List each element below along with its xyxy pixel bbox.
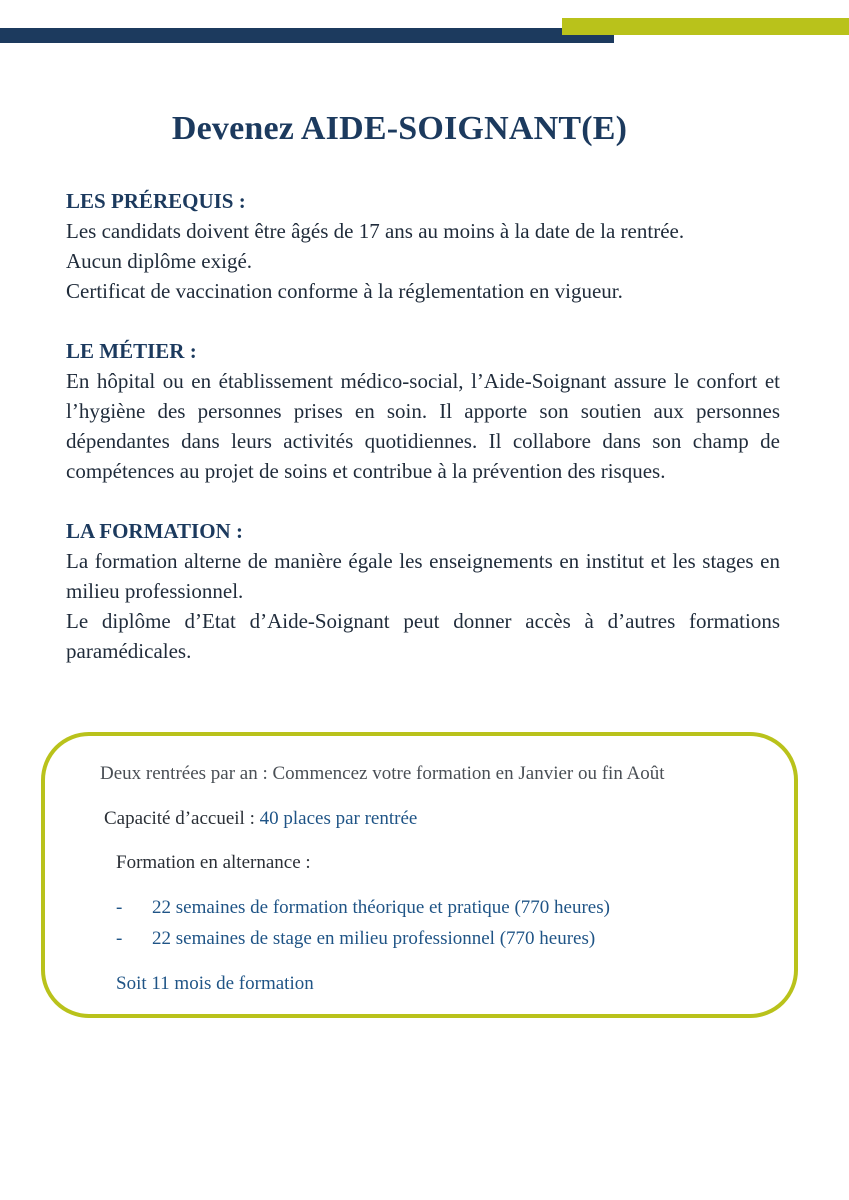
section-heading-prerequis: LES PRÉREQUIS : (66, 189, 246, 213)
page-title: Devenez AIDE-SOIGNANT(E) (171, 110, 628, 147)
bullet-text-theory: 22 semaines de formation théorique et pratique (770 heures) (152, 897, 610, 918)
top-lime-bar (562, 18, 849, 35)
capacity-label: Capacité d’accueil : (104, 808, 260, 829)
duration-summary: Soit 11 mois de formation (116, 973, 314, 994)
bullet-dash: - (116, 897, 123, 918)
bullet-text-stage: 22 semaines de stage en milieu professionnel (770 heures) (152, 928, 596, 949)
bullet-item (116, 927, 595, 951)
alternance-label: Formation en alternance : (116, 852, 311, 873)
prerequis-line-diploma: Aucun diplôme exigé. (66, 249, 253, 273)
bullet-item (116, 896, 610, 920)
section-metier (66, 336, 780, 486)
metier-paragraph: En hôpital ou en établissement médico-social, l’Aide-Soignant assure le confort et l’hygiène des personnes prises en soin. Il apporte son soutien aux personnes dépendantes dans leurs activités quotidiennes. Il collabore dans son champ de compétences au projet de soins et contribue à la prévention des risques. (66, 369, 780, 483)
section-prerequis (66, 186, 780, 306)
prerequis-line-vaccination: Certificat de vaccination conforme à la réglementation en vigueur. (66, 279, 623, 303)
section-heading-formation: LA FORMATION : (66, 519, 243, 543)
bullet-dash: - (116, 928, 123, 949)
intake-text: Deux rentrées par an : Commencez votre formation en Janvier ou fin Août (100, 763, 665, 784)
formation-paragraph-alternance: La formation alterne de manière égale les enseignements en institut et les stages en milieu professionnel. (66, 549, 780, 603)
info-box (41, 732, 798, 1018)
capacity-line (104, 807, 417, 831)
prerequis-line-age: Les candidats doivent être âgés de 17 ans au moins à la date de la rentrée. (66, 219, 685, 243)
document-body (66, 186, 780, 696)
top-navy-bar (0, 28, 614, 43)
section-formation (66, 516, 780, 666)
formation-paragraph-diplome: Le diplôme d’Etat d’Aide-Soignant peut donner accès à d’autres formations paramédicales. (66, 609, 780, 663)
section-heading-metier: LE MÉTIER : (66, 339, 197, 363)
capacity-value: 40 places par rentrée (259, 808, 418, 829)
